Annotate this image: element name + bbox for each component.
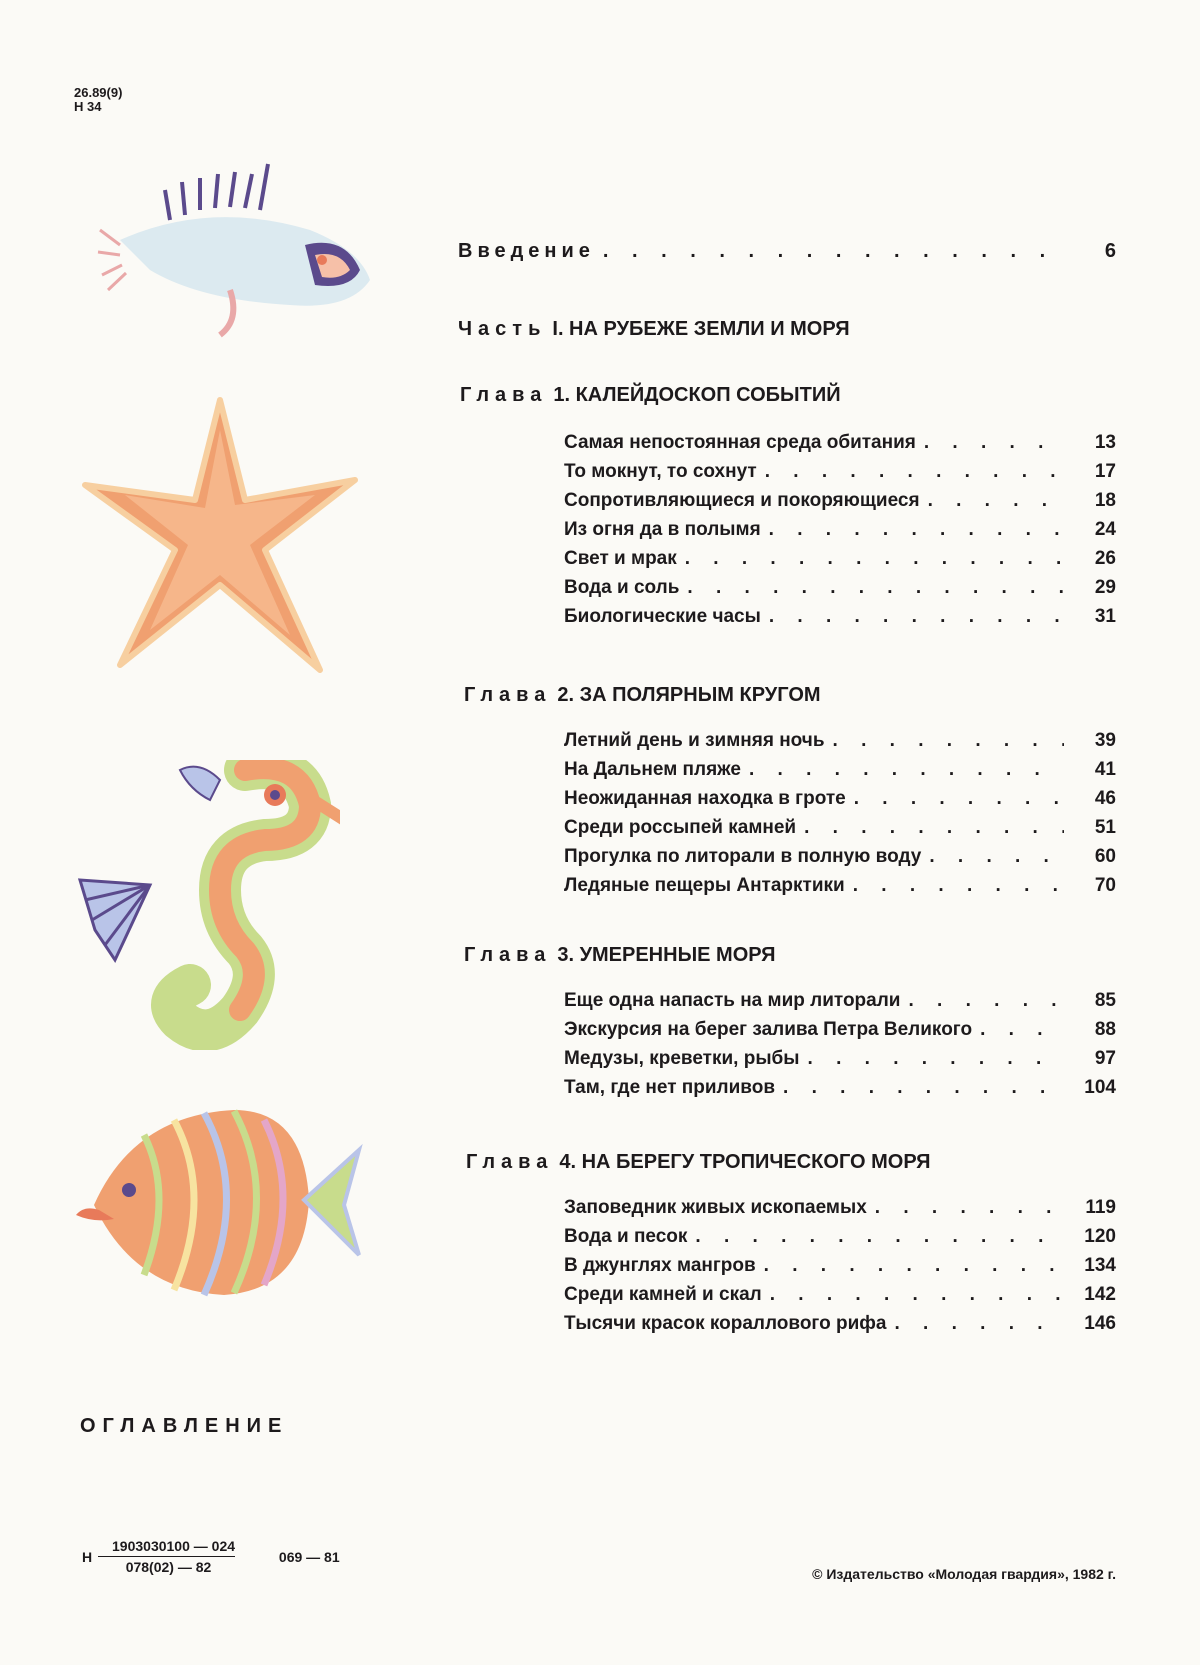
toc-item[interactable]: На Дальнем пляже . . . 41 xyxy=(564,759,1116,788)
toc-intro-page: 6 xyxy=(1104,240,1116,262)
imprint-fraction xyxy=(98,1538,235,1575)
toc-item[interactable]: Летний день и зимняя ночь . . . 39 xyxy=(564,730,1116,759)
toc-item[interactable]: Ледяные пещеры Антарктики . . . 70 xyxy=(564,875,1116,904)
chapter-3-heading[interactable] xyxy=(464,944,775,967)
toc-item[interactable]: Биологические часы . . . 31 xyxy=(564,606,1116,635)
toc-item[interactable]: Еще одна напасть на мир литорали . . . 85 xyxy=(564,990,1116,1019)
part-label: Часть xyxy=(458,318,547,340)
chapter-2-items xyxy=(564,730,1116,904)
contents-title: ОГЛАВЛЕНИЕ xyxy=(80,1415,289,1437)
chapter-title: 4. НА БЕРЕГУ ТРОПИЧЕСКОГО МОРЯ xyxy=(559,1151,931,1173)
chapter-label: Глава xyxy=(464,944,552,966)
part-title: I. НА РУБЕЖЕ ЗЕМЛИ И МОРЯ xyxy=(552,318,850,340)
imprint-order: 069 — 81 xyxy=(278,1548,340,1565)
toc-item[interactable]: Заповедник живых ископаемых . . . 119 xyxy=(564,1197,1116,1226)
toc-item[interactable]: Неожиданная находка в гроте . . . 46 xyxy=(564,788,1116,817)
chapter-label: Глава xyxy=(460,384,548,406)
chapter-3-items xyxy=(564,990,1116,1106)
chapter-2-heading[interactable] xyxy=(464,684,821,707)
chapter-title: 2. ЗА ПОЛЯРНЫМ КРУГОМ xyxy=(557,684,821,706)
leader-dots xyxy=(603,240,1064,263)
toc-intro[interactable] xyxy=(458,240,1116,263)
imprint-code xyxy=(82,1538,340,1575)
udk-code xyxy=(74,86,122,114)
toc-item[interactable]: Из огня да в полымя . . . 24 xyxy=(564,519,1116,548)
chapter-title: 3. УМЕРЕННЫЕ МОРЯ xyxy=(557,944,776,966)
chapter-1-heading[interactable] xyxy=(460,384,841,407)
chapter-4-items xyxy=(564,1197,1116,1342)
fish-illustration xyxy=(60,160,380,360)
toc-item[interactable]: Там, где нет приливов . . . 104 xyxy=(564,1077,1116,1106)
toc-item[interactable]: Самая непостоянная среда обитания . . . 13 xyxy=(564,432,1116,461)
chapter-label: Глава xyxy=(466,1151,554,1173)
toc-item[interactable]: Сопротивляющиеся и покоряющиеся . . . 18 xyxy=(564,490,1116,519)
toc-item[interactable]: То мокнут, то сохнут . . . 17 xyxy=(564,461,1116,490)
toc-item[interactable]: Прогулка по литорали в полную воду . . . 60 xyxy=(564,846,1116,875)
toc-item[interactable]: Среди камней и скал . . . 142 xyxy=(564,1284,1116,1313)
chapter-4-heading[interactable] xyxy=(466,1151,931,1174)
imprint-numerator: 1903030100 — 024 xyxy=(112,1538,236,1554)
starfish-illustration xyxy=(70,390,370,690)
seahorse-illustration xyxy=(70,760,340,1050)
toc-intro-title: Введение xyxy=(458,240,595,262)
tropical-fish-illustration xyxy=(74,1095,364,1305)
toc-item[interactable]: Тысячи красок кораллового рифа . . . 146 xyxy=(564,1313,1116,1342)
toc-item[interactable]: Экскурсия на берег залива Петра Великого . . . 88 xyxy=(564,1019,1116,1048)
copyright-line: © Издательство «Молодая гвардия», 1982 г. xyxy=(812,1566,1116,1582)
toc-item[interactable]: Медузы, креветки, рыбы . . . 97 xyxy=(564,1048,1116,1077)
chapter-label: Глава xyxy=(464,684,552,706)
toc-item[interactable]: Вода и соль . . . 29 xyxy=(564,577,1116,606)
toc-item[interactable]: Свет и мрак . . . 26 xyxy=(564,548,1116,577)
imprint-denominator: 078(02) — 82 xyxy=(98,1556,235,1575)
toc-item[interactable]: В джунглях мангров . . . 134 xyxy=(564,1255,1116,1284)
udk-line-2: Н 34 xyxy=(74,99,102,114)
chapter-1-items xyxy=(564,432,1116,635)
imprint-letter: Н xyxy=(82,1548,93,1565)
chapter-title: 1. КАЛЕЙДОСКОП СОБЫТИЙ xyxy=(553,384,841,406)
part-heading xyxy=(458,318,850,341)
toc-item[interactable]: Вода и песок . . . 120 xyxy=(564,1226,1116,1255)
udk-line-1: 26.89(9) xyxy=(74,85,123,100)
toc-item[interactable]: Среди россыпей камней . . . 51 xyxy=(564,817,1116,846)
